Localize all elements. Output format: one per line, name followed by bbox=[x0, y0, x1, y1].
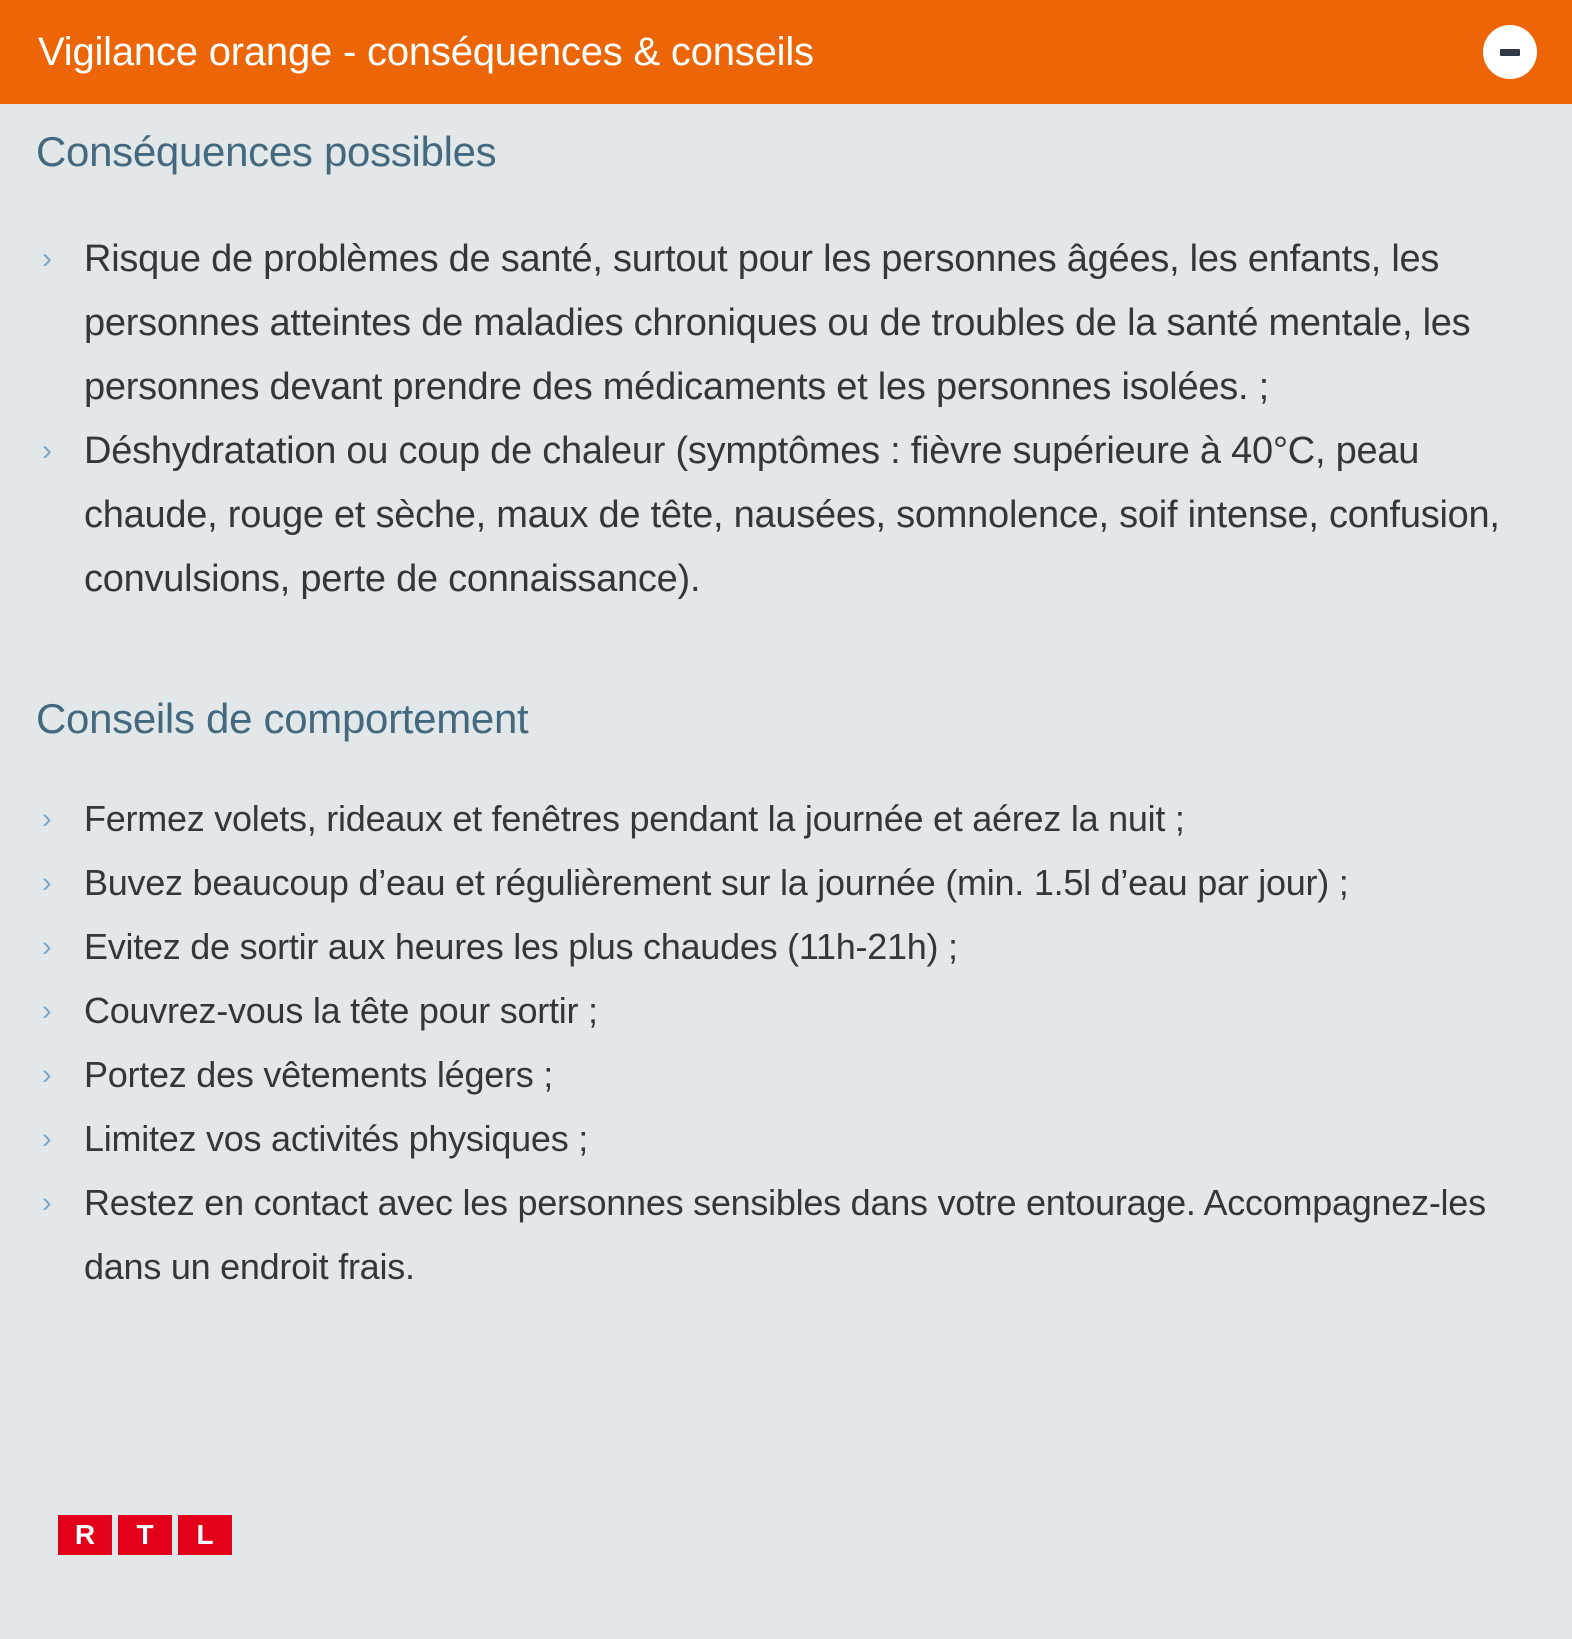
chevron-right-icon: › bbox=[42, 995, 52, 1027]
chevron-right-icon: › bbox=[42, 803, 52, 835]
panel-header bbox=[0, 0, 1572, 104]
list-item-text: Evitez de sortir aux heures les plus chaudes (11h-21h) ; bbox=[84, 926, 958, 967]
page-title: Vigilance orange - conséquences & conseils bbox=[38, 30, 814, 74]
list-item-text: Buvez beaucoup d’eau et régulièrement sur la journée (min. 1.5l d’eau par jour) ; bbox=[84, 862, 1349, 903]
conseils-list bbox=[36, 787, 1532, 1299]
consequences-list bbox=[36, 227, 1532, 611]
section-heading-conseils: Conseils de comportement bbox=[36, 694, 529, 742]
list-item bbox=[36, 851, 1532, 915]
chevron-right-icon: › bbox=[42, 867, 52, 899]
rtl-logo bbox=[58, 1515, 232, 1555]
rtl-logo-letter-l: L bbox=[178, 1515, 232, 1555]
list-item bbox=[36, 979, 1532, 1043]
list-item-text: Fermez volets, rideaux et fenêtres pendant la journée et aérez la nuit ; bbox=[84, 798, 1185, 839]
minus-icon bbox=[1500, 49, 1520, 56]
list-item bbox=[36, 787, 1532, 851]
list-item-text: Couvrez-vous la tête pour sortir ; bbox=[84, 990, 598, 1031]
list-item bbox=[36, 1171, 1532, 1299]
chevron-right-icon: › bbox=[42, 433, 52, 467]
chevron-right-icon: › bbox=[42, 1123, 52, 1155]
rtl-logo-letter-r: R bbox=[58, 1515, 112, 1555]
list-item-text: Portez des vêtements légers ; bbox=[84, 1054, 553, 1095]
chevron-right-icon: › bbox=[42, 1059, 52, 1091]
collapse-button[interactable] bbox=[1483, 25, 1537, 79]
section-heading-consequences: Conséquences possibles bbox=[36, 128, 497, 175]
list-item bbox=[36, 1107, 1532, 1171]
list-item-text: Déshydratation ou coup de chaleur (symptômes : fièvre supérieure à 40°C, peau chaude, rouge et sèche, maux de tête, nausées, somnolence, soif intense, confusion, convulsions, perte de connaissance). bbox=[84, 429, 1500, 600]
panel-body bbox=[0, 104, 1572, 1299]
chevron-right-icon: › bbox=[42, 241, 52, 275]
list-item bbox=[36, 915, 1532, 979]
list-item bbox=[36, 1043, 1532, 1107]
list-item-text: Limitez vos activités physiques ; bbox=[84, 1118, 588, 1159]
list-item-text: Risque de problèmes de santé, surtout pour les personnes âgées, les enfants, les personnes atteintes de maladies chroniques ou de troubles de la santé mentale, les personnes devant prendre des médicaments et les personnes isolées. ; bbox=[84, 237, 1471, 408]
list-item bbox=[36, 419, 1532, 611]
rtl-logo-letter-t: T bbox=[118, 1515, 172, 1555]
chevron-right-icon: › bbox=[42, 931, 52, 963]
list-item bbox=[36, 227, 1532, 419]
list-item-text: Restez en contact avec les personnes sensibles dans votre entourage. Accompagnez-les dans un endroit frais. bbox=[84, 1182, 1486, 1287]
chevron-right-icon: › bbox=[42, 1187, 52, 1219]
